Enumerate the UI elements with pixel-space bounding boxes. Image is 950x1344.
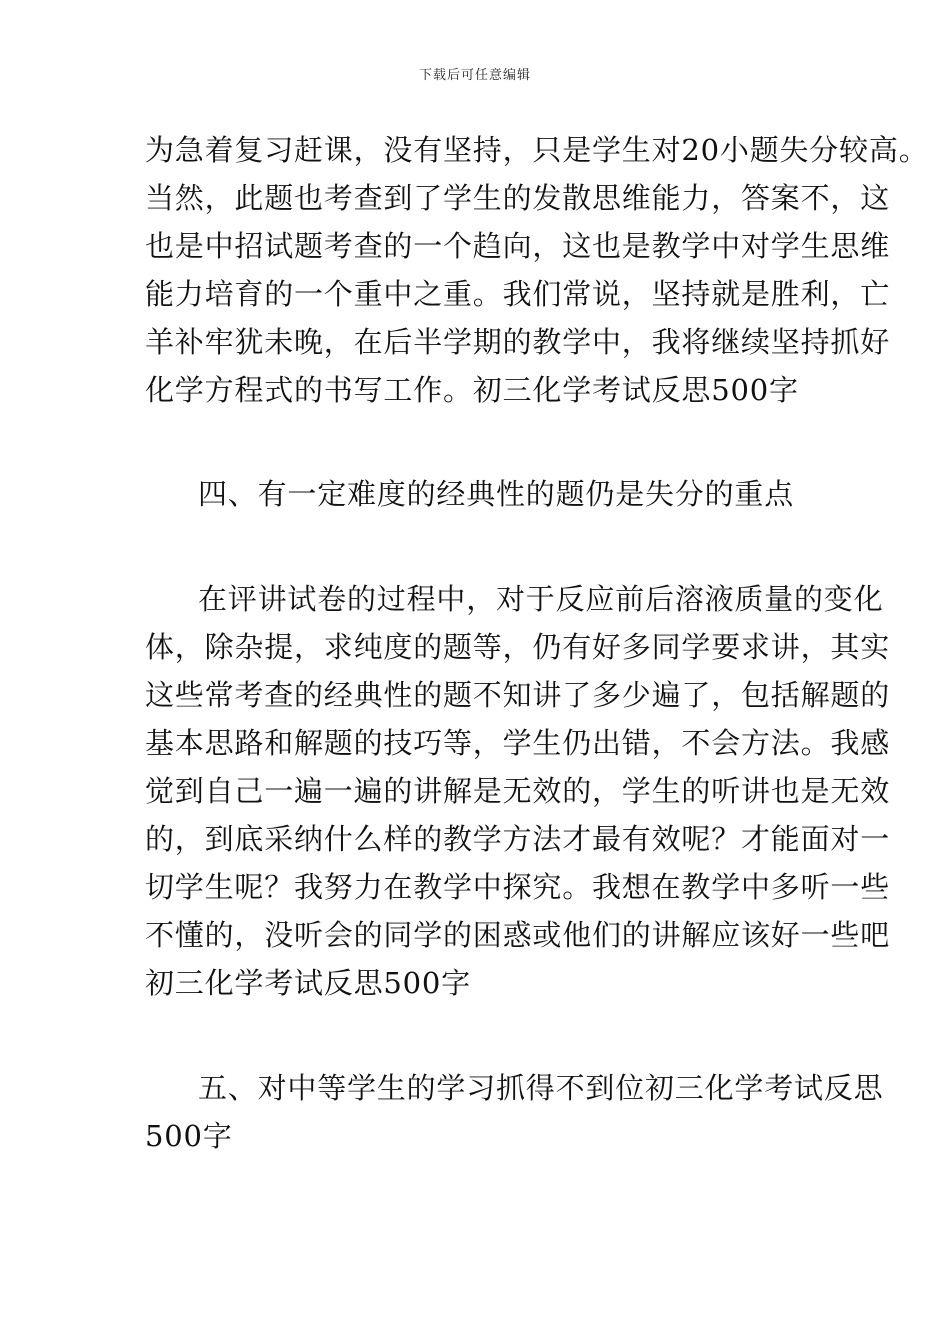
paragraph-1-line-4: 能力培育的一个重中之重。我们常说，坚持就是胜利，亡 xyxy=(145,277,891,311)
paragraph-3-line-1: 在评讲试卷的过程中，对于反应前后溶液质量的变化 xyxy=(198,582,884,616)
paragraph-1-line-3: 也是中招试题考查的一个趋向，这也是教学中对学生思维 xyxy=(145,229,891,263)
paragraph-3-line-8: 不懂的，没听会的同学的困惑或他们的讲解应该好一些吧 xyxy=(145,918,891,952)
paragraph-1-line-2: 当然，此题也考查到了学生的发散思维能力，答案不，这 xyxy=(145,181,891,215)
paragraph-3-line-9: 初三化学考试反思500字 xyxy=(145,966,471,1000)
paragraph-3-line-3: 这些常考查的经典性的题不知讲了多少遍了，包括解题的 xyxy=(145,678,891,712)
paragraph-3-line-2: 体，除杂提，求纯度的题等，仍有好多同学要求讲，其实 xyxy=(145,630,891,664)
paragraph-1-line-1: 为急着复习赶课，没有坚持，只是学生对20小题失分较高。 xyxy=(145,133,929,167)
page-header: 下载后可任意编辑 xyxy=(418,68,531,83)
section-heading-5-line-1: 五、对中等学生的学习抓得不到位初三化学考试反思 xyxy=(198,1071,884,1105)
paragraph-3-line-5: 觉到自己一遍一遍的讲解是无效的，学生的听讲也是无效 xyxy=(145,774,891,808)
section-heading-4: 四、有一定难度的经典性的题仍是失分的重点 xyxy=(198,477,795,511)
paragraph-3-line-4: 基本思路和解题的技巧等，学生仍出错，不会方法。我感 xyxy=(145,726,891,760)
paragraph-1-line-5: 羊补牢犹未晚，在后半学期的教学中，我将继续坚持抓好 xyxy=(145,325,891,359)
paragraph-3-line-6: 的，到底采纳什么样的教学方法才最有效呢？才能面对一 xyxy=(145,822,891,856)
paragraph-1-line-6: 化学方程式的书写工作。初三化学考试反思500字 xyxy=(145,373,799,407)
paragraph-3-line-7: 切学生呢？我努力在教学中探究。我想在教学中多听一些 xyxy=(145,870,891,904)
section-heading-5-line-2: 500字 xyxy=(145,1119,233,1153)
